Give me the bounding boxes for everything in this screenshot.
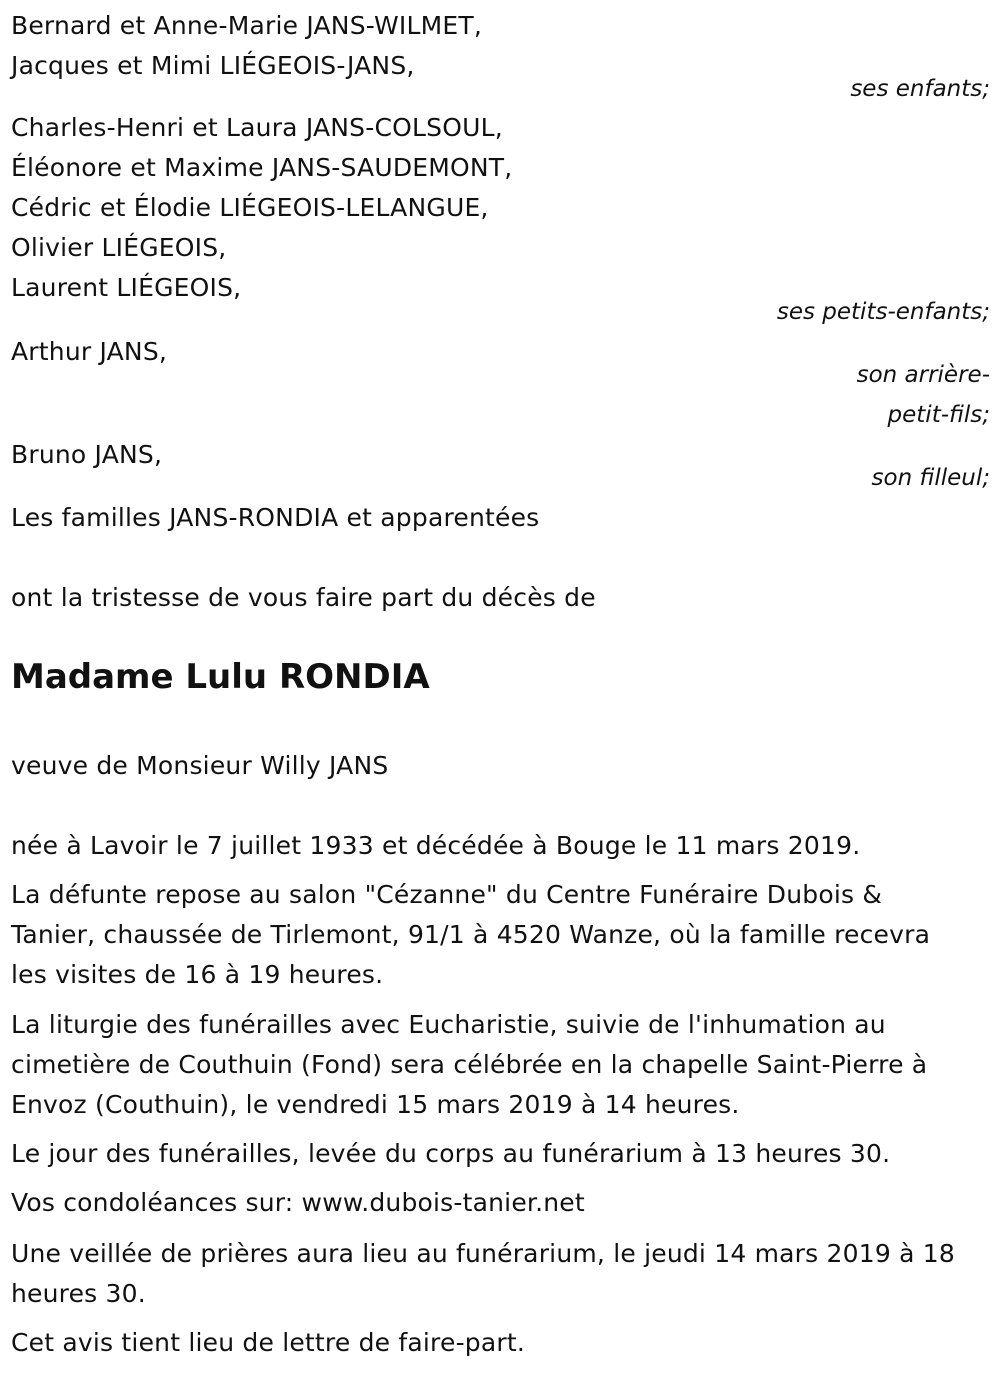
children-role-label: ses enfants;: [850, 76, 990, 102]
vigil-text-line: heures 30.: [11, 1279, 146, 1308]
repose-text-line: les visites de 16 à 19 heures.: [11, 960, 384, 989]
child-line: Jacques et Mimi LIÉGEOIS-JANS,: [11, 51, 415, 80]
deceased-name: Madame Lulu RONDIA: [11, 657, 430, 697]
birth-death-text: née à Lavoir le 7 juillet 1933 et décédée à Bouge le 11 mars 2019.: [11, 831, 861, 860]
levee-text: Le jour des funérailles, levée du corps au funérarium à 13 heures 30.: [11, 1139, 891, 1168]
widow-of-text: veuve de Monsieur Willy JANS: [11, 751, 389, 780]
liturgy-text-line: Envoz (Couthuin), le vendredi 15 mars 2019 à 14 heures.: [11, 1090, 740, 1119]
grandchild-line: Laurent LIÉGEOIS,: [11, 273, 242, 302]
grandchildren-role-label: ses petits-enfants;: [776, 299, 990, 325]
announcement-text: ont la tristesse de vous faire part du décès de: [11, 583, 596, 612]
great-grandson-role-label: son arrière-: [856, 362, 990, 388]
repose-text-line: Tanier, chaussée de Tirlemont, 91/1 à 4520 Wanze, où la famille recevra: [11, 920, 931, 949]
families-line: Les familles JANS-RONDIA et apparentées: [11, 503, 540, 532]
grandchild-line: Olivier LIÉGEOIS,: [11, 233, 227, 262]
condolences-text: Vos condoléances sur: www.dubois-tanier.net: [11, 1188, 585, 1217]
child-line: Bernard et Anne-Marie JANS-WILMET,: [11, 11, 482, 40]
liturgy-text-line: cimetière de Couthuin (Fond) sera célébrée en la chapelle Saint-Pierre à: [11, 1050, 928, 1079]
godson-line: Bruno JANS,: [11, 440, 163, 469]
grandchild-line: Charles-Henri et Laura JANS-COLSOUL,: [11, 113, 503, 142]
great-grandson-role-label: petit-fils;: [887, 402, 990, 428]
closing-text: Cet avis tient lieu de lettre de faire-part.: [11, 1328, 526, 1357]
great-grandson-line: Arthur JANS,: [11, 337, 168, 366]
liturgy-text-line: La liturgie des funérailles avec Eucharistie, suivie de l'inhumation au: [11, 1010, 886, 1039]
repose-text-line: La défunte repose au salon "Cézanne" du Centre Funéraire Dubois &: [11, 880, 883, 909]
grandchild-line: Éléonore et Maxime JANS-SAUDEMONT,: [11, 153, 513, 182]
vigil-text-line: Une veillée de prières aura lieu au funérarium, le jeudi 14 mars 2019 à 18: [11, 1239, 955, 1268]
grandchild-line: Cédric et Élodie LIÉGEOIS-LELANGUE,: [11, 193, 489, 222]
godson-role-label: son filleul;: [871, 465, 990, 491]
